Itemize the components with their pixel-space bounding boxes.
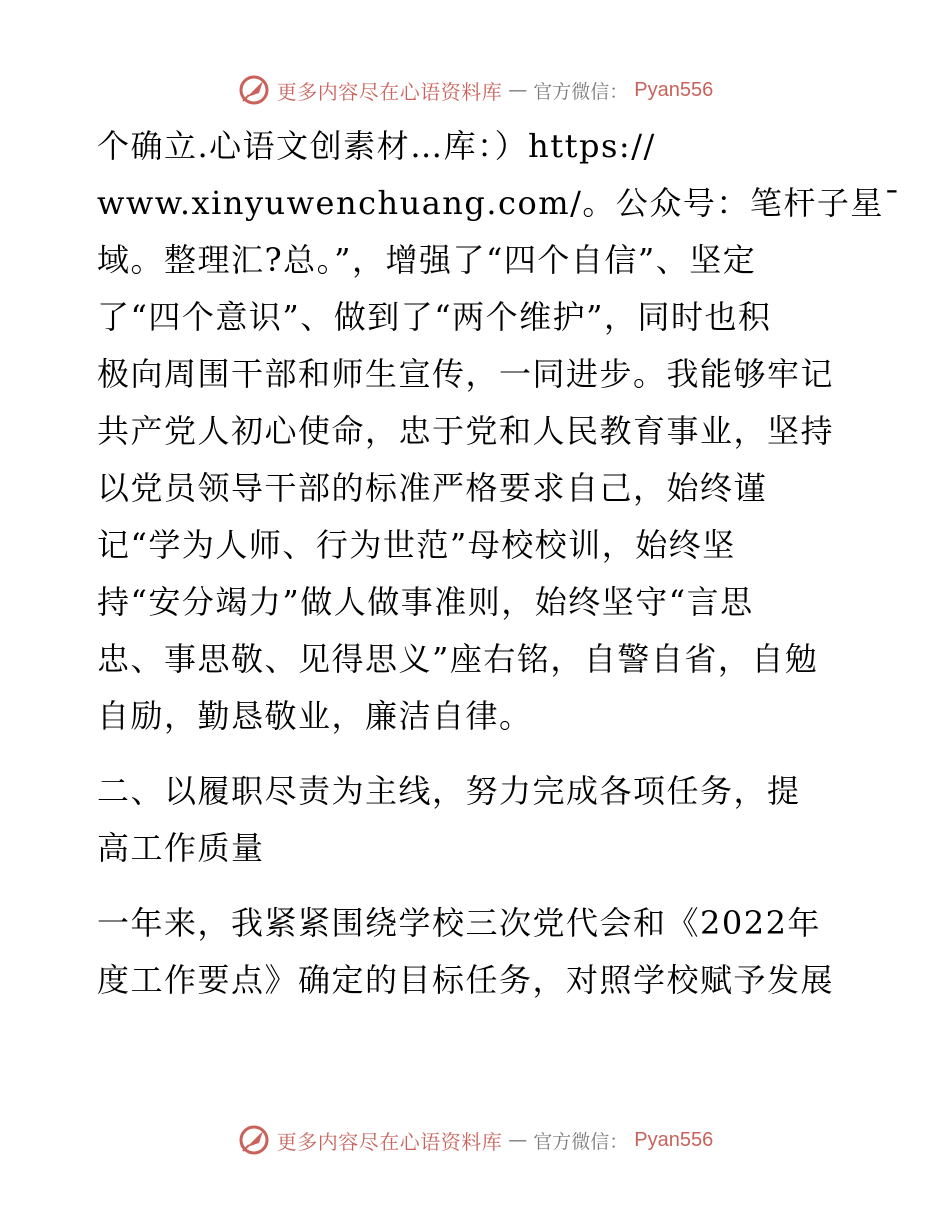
header-watermark: [0, 70, 950, 110]
heading-line: 高工作质量: [97, 829, 265, 867]
watermark-main-text: 更多内容尽在心语资料库: [276, 79, 503, 104]
watermark-wechat-id: Pyan556: [634, 1128, 714, 1151]
footer-watermark: [0, 1120, 950, 1160]
text-line: 持“安分竭力”做人做事准则，始终坚守“言思: [97, 583, 754, 621]
text-line: 自励，勤恳敬业，廉洁自律。: [97, 697, 533, 735]
watermark-wechat-label: 官方微信：: [533, 80, 629, 103]
text-line: 一年来，我紧紧围绕学校三次党代会和《2022年: [97, 904, 821, 942]
text-line: 极向周围干部和师生宣传，一同进步。我能够牢记: [97, 355, 835, 393]
paragraph-gap: [97, 877, 857, 895]
document-body: [97, 118, 902, 1009]
paragraph-gap: [97, 745, 857, 763]
watermark-wechat-id: Pyan556: [634, 78, 714, 101]
text-line: 度工作要点》确定的目标任务，对照学校赋予发展: [97, 961, 835, 999]
text-line: 域。整理汇?总。”，增强了“四个自信”、坚定: [97, 241, 757, 279]
heading-line: 二、以履职尽责为主线，努力完成各项任务，提: [97, 772, 801, 810]
text-line: www.xinyuwenchuang.com/。公众号：笔杆子星¯: [97, 184, 902, 222]
section-heading-2: [97, 763, 857, 877]
watermark-wechat-label: 官方微信：: [533, 1130, 629, 1153]
paragraph-1: [97, 118, 902, 745]
watermark-separator: —: [508, 79, 528, 101]
quill-pen-logo-icon: [237, 73, 271, 107]
text-line: 记“学为人师、行为世范”母校校训，始终坚: [97, 526, 736, 564]
text-line: 个确立.心语文创素材…库：）https://: [97, 127, 656, 165]
paragraph-2: [97, 895, 857, 1009]
watermark-separator: —: [508, 1129, 528, 1151]
quill-pen-logo-icon: [237, 1123, 271, 1157]
text-line: 以党员领导干部的标准严格要求自己，始终谨: [97, 469, 768, 507]
text-line: 忠、事思敬、见得思义”座右铭，自警自省，自勉: [97, 640, 819, 678]
text-line: 了“四个意识”、做到了“两个维护”，同时也积: [97, 298, 772, 336]
watermark-main-text: 更多内容尽在心语资料库: [276, 1129, 503, 1154]
text-line: 共产党人初心使命，忠于党和人民教育事业，坚持: [97, 412, 835, 450]
